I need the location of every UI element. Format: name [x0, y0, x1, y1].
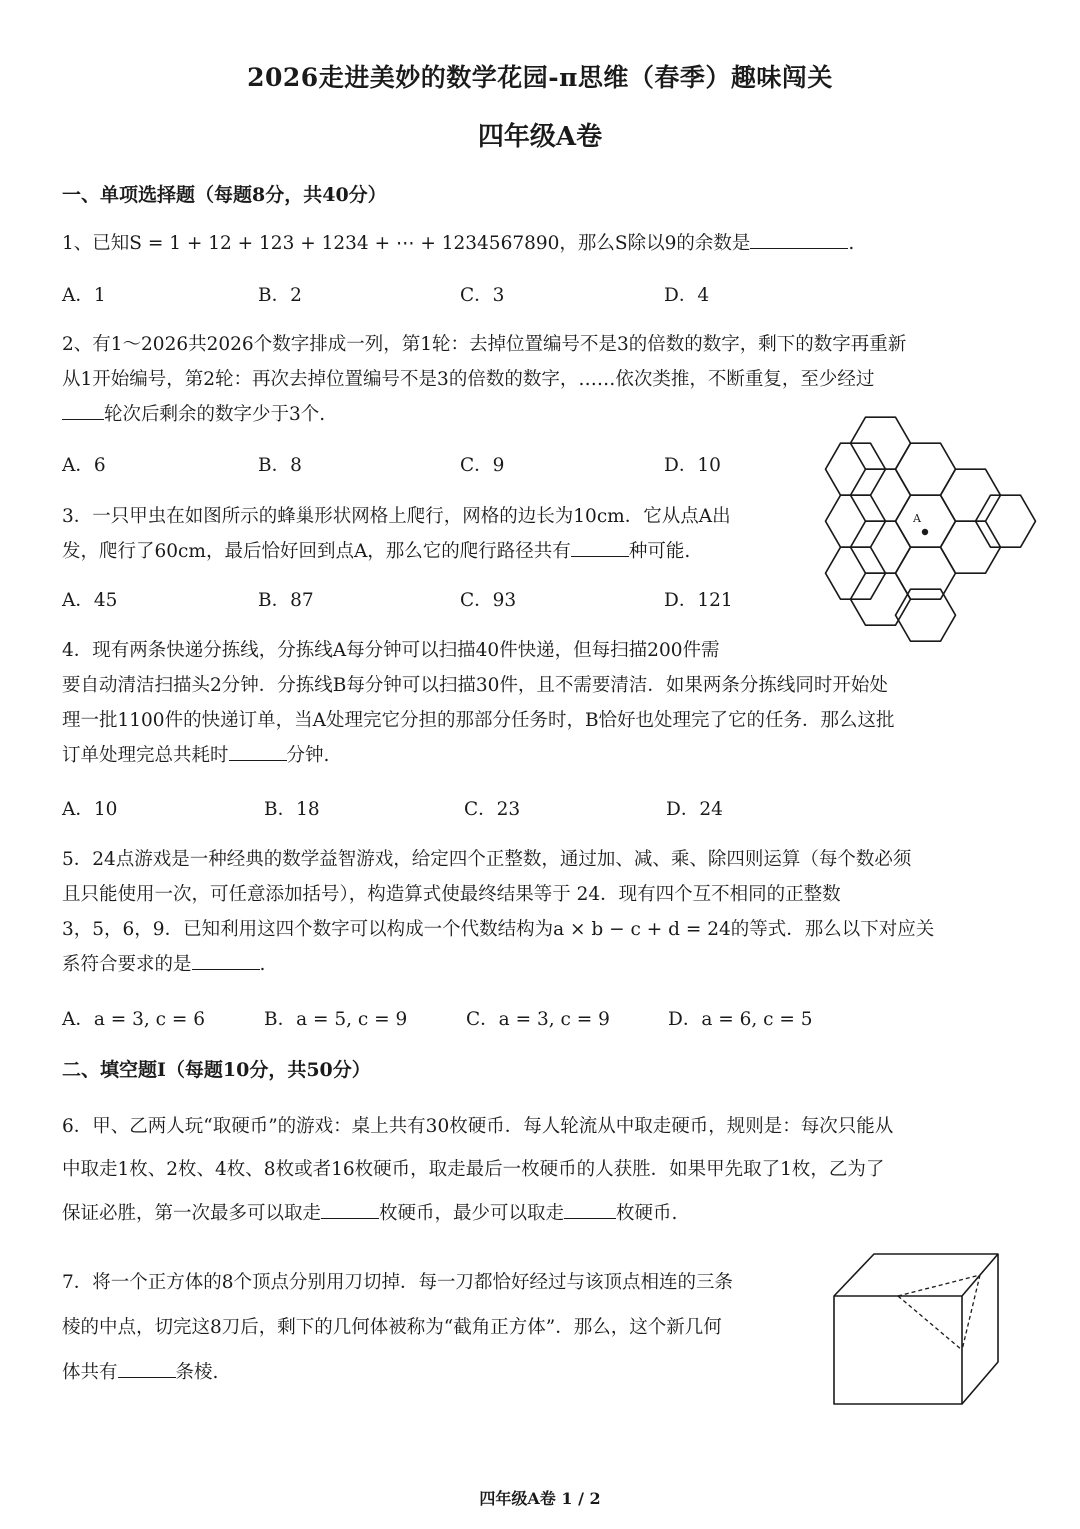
question-2-line-2: 从1开始编号，第2轮：再次去掉位置编号不是3的倍数的数字，……依次类推，不断重复，至少经过: [62, 369, 875, 390]
honeycomb-grid-figure: [810, 412, 1050, 652]
question-3-tail: 种可能.: [628, 541, 691, 562]
question-5-line-1: 5．24点游戏是一种经典的数学益智游戏，给定四个正整数，通过加、减、乘、除四则运算（每个数必须: [62, 849, 912, 870]
option-b: B．8: [258, 455, 302, 476]
question-6-line-2: 中取走1枚、2枚、4枚、8枚或者16枚硬币，取走最后一枚硬币的人获胜．如果甲先取了1枚，乙为了: [62, 1159, 885, 1180]
question-5-line-3: 3，5，6，9．已知利用这四个数字可以构成一个代数结构为a × b − c + d = 24的等式．那么以下对应关: [62, 919, 935, 940]
answer-blank: [118, 1359, 176, 1378]
question-6-middle: 枚硬币，最少可以取走: [379, 1203, 565, 1224]
cut-plane-dashed-lines: [898, 1275, 980, 1350]
question-7-tail: 条棱.: [175, 1362, 219, 1383]
question-2-tail: 轮次后剩余的数字少于3个.: [104, 404, 326, 425]
option-d: D．4: [664, 285, 710, 306]
section-heading-fill-in: 二、填空题Ⅰ（每题10分，共50分）: [62, 1059, 371, 1081]
question-2-line-1: 2、有1～2026共2026个数字排成一列，第1轮：去掉位置编号不是3的倍数的数字，剩下的数字再重新: [62, 334, 907, 355]
question-3-line-2: [62, 537, 690, 563]
option-c: C．a = 3, c = 9: [466, 1009, 610, 1030]
question-5-line-4: [62, 950, 265, 976]
question-7-line-2: 棱的中点，切完这8刀后，剩下的几何体被称为“截角正方体”．那么，这个新几何: [62, 1317, 722, 1338]
option-d: D．10: [664, 455, 721, 476]
page-footer: 四年级A卷 1 / 2: [479, 1489, 601, 1508]
hex-cell: [896, 589, 956, 641]
question-6-tail: 枚硬币.: [616, 1203, 678, 1224]
question-6-stem: 保证必胜，第一次最多可以取走: [62, 1203, 322, 1224]
option-d: D．a = 6, c = 5: [668, 1009, 813, 1030]
truncated-cube-figure: [826, 1248, 1006, 1408]
option-a: A．10: [62, 799, 118, 820]
question-5-tail: .: [259, 954, 266, 975]
question-4-line-2: 要自动清洁扫描头2分钟．分拣线B每分钟可以扫描30件，且不需要清洁．如果两条分拣线同时开始处: [62, 675, 888, 696]
question-5-stem: 系符合要求的是: [62, 954, 192, 975]
question-2-line-3: [62, 400, 325, 426]
question-6-line-1: 6．甲、乙两人玩“取硬币”的游戏：桌上共有30枚硬币．每人轮流从中取走硬币，规则是：每次只能从: [62, 1116, 894, 1137]
answer-blank: [750, 230, 848, 249]
answer-blank-max: [321, 1200, 379, 1219]
option-b: B．a = 5, c = 9: [264, 1009, 408, 1030]
option-c: C．9: [460, 455, 505, 476]
question-1-stem: 1、已知S = 1 + 12 + 123 + 1234 + ⋯ + 1234567890，那么S除以9的余数是: [62, 233, 751, 254]
hex-cell: [896, 547, 956, 599]
option-d: D．24: [666, 799, 723, 820]
question-3-stem: 发，爬行了60cm，最后恰好回到点A，那么它的爬行路径共有: [62, 541, 571, 562]
question-4-line-1: 4．现有两条快递分拣线，分拣线A每分钟可以扫描40件快递，但每扫描200件需: [62, 640, 720, 661]
option-a: A．45: [62, 590, 118, 611]
exam-subtitle: 四年级A卷: [477, 122, 603, 152]
exam-title: 2026走进美妙的数学花园-π思维（春季）趣味闯关: [247, 63, 833, 92]
point-a-dot: [922, 529, 928, 535]
answer-blank: [571, 538, 629, 557]
option-c: C．3: [460, 285, 505, 306]
question-4-line-3: 理一批1100件的快递订单，当A处理完它分担的那部分任务时，B恰好也处理完了它的任务．那么这批: [62, 710, 895, 731]
answer-blank: [192, 951, 260, 970]
question-1-tail: .: [848, 233, 855, 254]
question-3-line-1: 3．一只甲虫在如图所示的蜂巢形状网格上爬行，网格的边长为10cm．它从点A出: [62, 506, 731, 527]
option-b: B．87: [258, 590, 314, 611]
option-b: B．18: [264, 799, 320, 820]
question-4-tail: 分钟.: [286, 745, 330, 766]
hex-cell: [896, 495, 956, 547]
answer-blank-min: [564, 1200, 616, 1219]
question-7-line-1: 7．将一个正方体的8个顶点分别用刀切掉．每一刀都恰好经过与该顶点相连的三条: [62, 1272, 734, 1293]
option-b: B．2: [258, 285, 302, 306]
question-4-line-4: [62, 741, 329, 767]
question-4-stem: 订单处理完总共耗时: [62, 745, 229, 766]
option-a: A．1: [62, 285, 106, 306]
question-6-line-3: [62, 1199, 677, 1225]
question-5-line-2: 且只能使用一次，可任意添加括号），构造算式使最终结果等于 24．现有四个互不相同的正整数: [62, 884, 841, 905]
question-7-stem: 体共有: [62, 1362, 118, 1383]
question-7-line-3: [62, 1358, 218, 1384]
section-heading-multiple-choice: 一、单项选择题（每题8分，共40分）: [62, 184, 387, 206]
answer-blank: [229, 742, 287, 761]
question-1: [62, 229, 854, 255]
cube-front-face: [834, 1296, 962, 1404]
option-d: D．121: [664, 590, 733, 611]
cube-top-edges: [834, 1254, 998, 1296]
option-c: C．93: [460, 590, 517, 611]
point-a-label: A: [913, 512, 921, 525]
option-c: C．23: [464, 799, 521, 820]
option-a: A．a = 3, c = 6: [62, 1009, 206, 1030]
answer-blank: [62, 401, 104, 420]
hex-cell: [896, 443, 956, 495]
option-a: A．6: [62, 455, 106, 476]
